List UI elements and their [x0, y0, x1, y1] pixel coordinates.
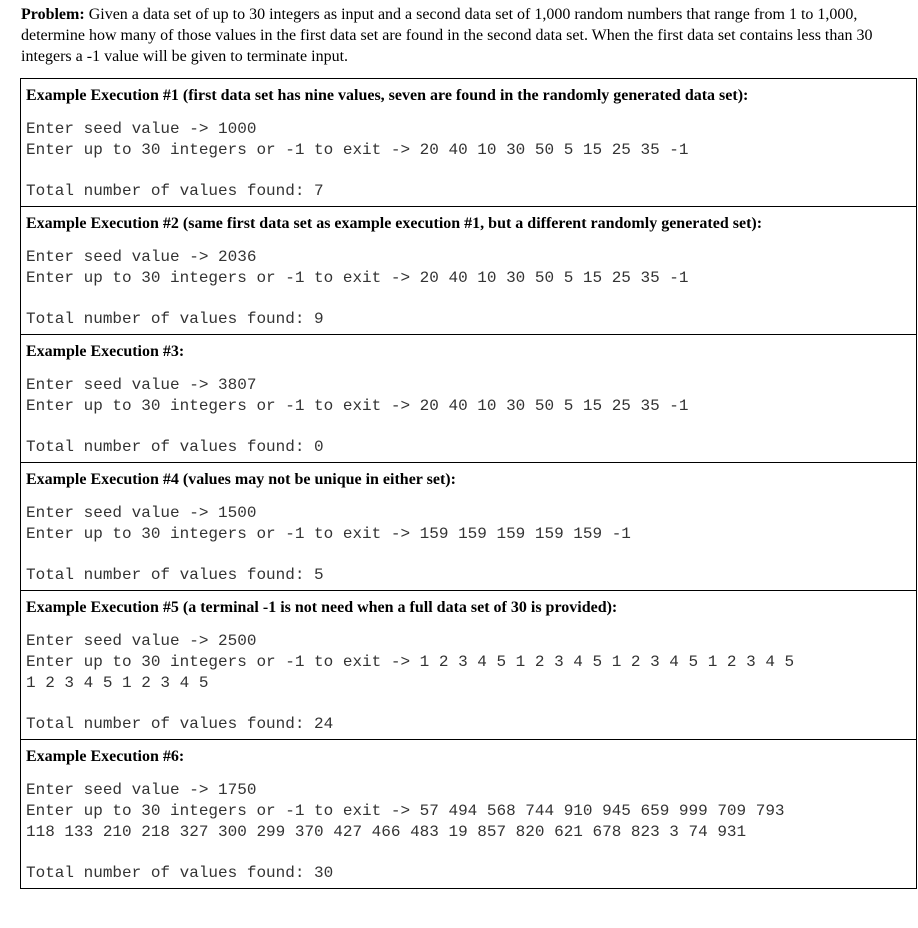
- examples-table: [20, 78, 917, 889]
- example-title: Example Execution #4 (values may not be unique in either set):: [26, 471, 456, 488]
- problem-text: Given a data set of up to 30 integers as input and a second data set of 1,000 random numbers that range from 1 to 1,000, determine how many of those values in the first data set are found in the second data set. When the first data set contains less than 30 integers a -1 value will be given to terminate input.: [21, 6, 873, 65]
- result-line: Total number of values found: 30: [26, 864, 334, 882]
- problem-statement: [21, 4, 913, 67]
- example-execution-1: [21, 79, 916, 207]
- console-output: [26, 234, 916, 334]
- seed-line: Enter seed value -> 2500: [26, 632, 257, 650]
- result-line: Total number of values found: 9: [26, 310, 324, 328]
- example-title: Example Execution #6:: [26, 748, 185, 765]
- result-line: Total number of values found: 5: [26, 566, 324, 584]
- example-execution-4: [21, 463, 916, 591]
- console-output: [26, 767, 916, 888]
- input-line: Enter up to 30 integers or -1 to exit -> 1 2 3 4 5 1 2 3 4 5 1 2 3 4 5 1 2 3 4 5: [26, 653, 795, 671]
- seed-line: Enter seed value -> 3807: [26, 376, 257, 394]
- console-output: [26, 618, 916, 739]
- input-line-continued: 118 133 210 218 327 300 299 370 427 466 483 19 857 820 621 678 823 3 74 931: [26, 823, 747, 841]
- input-line: Enter up to 30 integers or -1 to exit -> 20 40 10 30 50 5 15 25 35 -1: [26, 397, 689, 415]
- seed-line: Enter seed value -> 1750: [26, 781, 257, 799]
- result-line: Total number of values found: 24: [26, 715, 334, 733]
- result-line: Total number of values found: 7: [26, 182, 324, 200]
- console-output: [26, 362, 916, 462]
- input-line-continued: 1 2 3 4 5 1 2 3 4 5: [26, 674, 209, 692]
- example-execution-2: [21, 207, 916, 335]
- console-output: [26, 490, 916, 590]
- example-execution-5: [21, 591, 916, 740]
- input-line: Enter up to 30 integers or -1 to exit -> 20 40 10 30 50 5 15 25 35 -1: [26, 141, 689, 159]
- console-output: [26, 106, 916, 206]
- seed-line: Enter seed value -> 1000: [26, 120, 257, 138]
- result-line: Total number of values found: 0: [26, 438, 324, 456]
- example-execution-3: [21, 335, 916, 463]
- example-execution-6: [21, 740, 916, 889]
- example-title: Example Execution #1 (first data set has nine values, seven are found in the randomly generated data set):: [26, 87, 749, 104]
- seed-line: Enter seed value -> 1500: [26, 504, 257, 522]
- example-title: Example Execution #5 (a terminal -1 is not need when a full data set of 30 is provided):: [26, 599, 618, 616]
- example-title: Example Execution #3:: [26, 343, 185, 360]
- example-title: Example Execution #2 (same first data set as example execution #1, but a different randomly generated set):: [26, 215, 763, 232]
- input-line: Enter up to 30 integers or -1 to exit -> 20 40 10 30 50 5 15 25 35 -1: [26, 269, 689, 287]
- input-line: Enter up to 30 integers or -1 to exit -> 57 494 568 744 910 945 659 999 709 793: [26, 802, 785, 820]
- seed-line: Enter seed value -> 2036: [26, 248, 257, 266]
- problem-label: Problem:: [21, 6, 85, 23]
- input-line: Enter up to 30 integers or -1 to exit -> 159 159 159 159 159 -1: [26, 525, 631, 543]
